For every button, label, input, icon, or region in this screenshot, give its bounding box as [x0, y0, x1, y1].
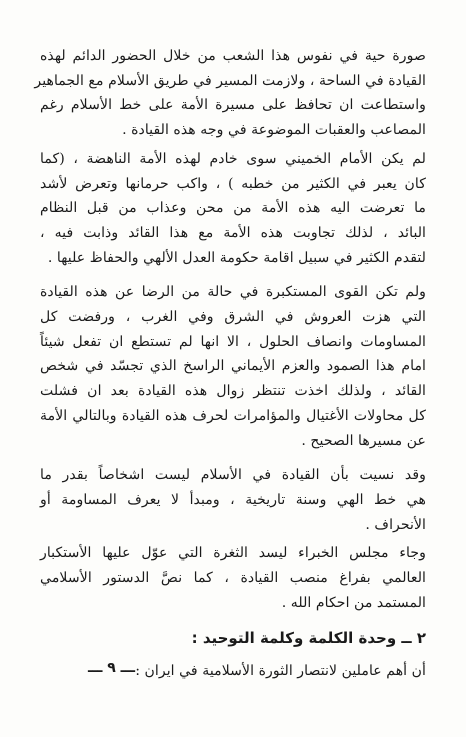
text-line: صورة حية في نفوس هذا الشعب من خلال الحضور الدائم لهذه	[40, 48, 426, 64]
text-line: عن مسيرها الصحيح .	[301, 432, 426, 449]
text-line: ما تعرضت اليه هذه الأمة من محن وعذاب من قبل النظام	[40, 200, 426, 217]
text-line: العالمي بفراغ منصب القيادة ، كما نصَّ الدستور الأسلامي	[40, 570, 426, 587]
text-line: القائد ، ولذلك اخذت تنتظر زوال هذه القيادة بعد ان فشلت	[40, 383, 426, 400]
text-line: المصاعب والعقبات الموضوعة في وجه هذه القيادة .	[122, 122, 426, 139]
paragraph	[40, 463, 426, 537]
text-line: امام هذا الصمود والعزم الأيماني الراسخ الذي تجسّد في شخص	[40, 358, 426, 375]
paragraph	[40, 280, 426, 453]
text-line: هي خط الهي وسنة تاريخية ، ومبدأ لا يعرف المساومة أو	[40, 491, 426, 508]
text-line: القيادة في الساحة ، ولازمت المسير في طريق الأسلام مع الجماهير	[34, 72, 426, 89]
text-line: وقد نسيت بأن القيادة في الأسلام ليست اشخاصاً بقدر ما	[40, 467, 426, 484]
text-line: المساومات وانصاف الحلول ، الا انها لم تستطع ان تفعل شيئاً	[40, 333, 426, 350]
text-line: الأنحراف .	[365, 516, 426, 533]
paragraph	[40, 147, 426, 271]
text-line: لتقدم الكثير في سبيل اقامة حكومة العدل الألهي والحفاظ عليها .	[47, 249, 426, 266]
text-line: ولم تكن القوى المستكبرة في حالة من الرضا عن هذه القيادة	[40, 284, 426, 301]
section-heading: ٢ ــ وحدة الكلمة وكلمة التوحيد :	[191, 629, 426, 648]
text-line: التي هزت العروش في الشرق وفي الغرب ، ورفضت كل	[40, 309, 426, 326]
text-line: المستمد من احكام الله .	[281, 594, 426, 611]
paragraph	[34, 44, 426, 143]
text-line: أن أهم عاملين لانتصار الثورة الأسلامية في ايران :	[135, 663, 426, 680]
text-line: البائد ، لذلك تجاوبت هذه الأمة مع هذا القائد وذابت فيه ،	[40, 224, 426, 241]
text-line: كل محاولات الأغتيال والمؤامرات لحرف هذه القيادة وبالتالي الأمة	[40, 407, 426, 424]
text-line: كان يعبر في الكثير من خطبه ) ، واكب حرمانها وتعرض لأشد	[40, 175, 426, 192]
paragraph	[40, 541, 426, 615]
text-line: وجاء مجلس الخبراء ليسد الثغرة التي عوّل عليها الأستكبار	[40, 545, 426, 562]
text-line: لم يكن الأمام الخميني سوى خادم لهذه الأمة الناهضة ، (كما	[40, 150, 426, 167]
text-line: واستطاعت ان تحافظ على مسيرة الأمة على خط الأسلام رغم	[40, 97, 426, 114]
page-number: ـــ ٩ ـــ	[88, 660, 136, 676]
body-text	[34, 44, 426, 615]
